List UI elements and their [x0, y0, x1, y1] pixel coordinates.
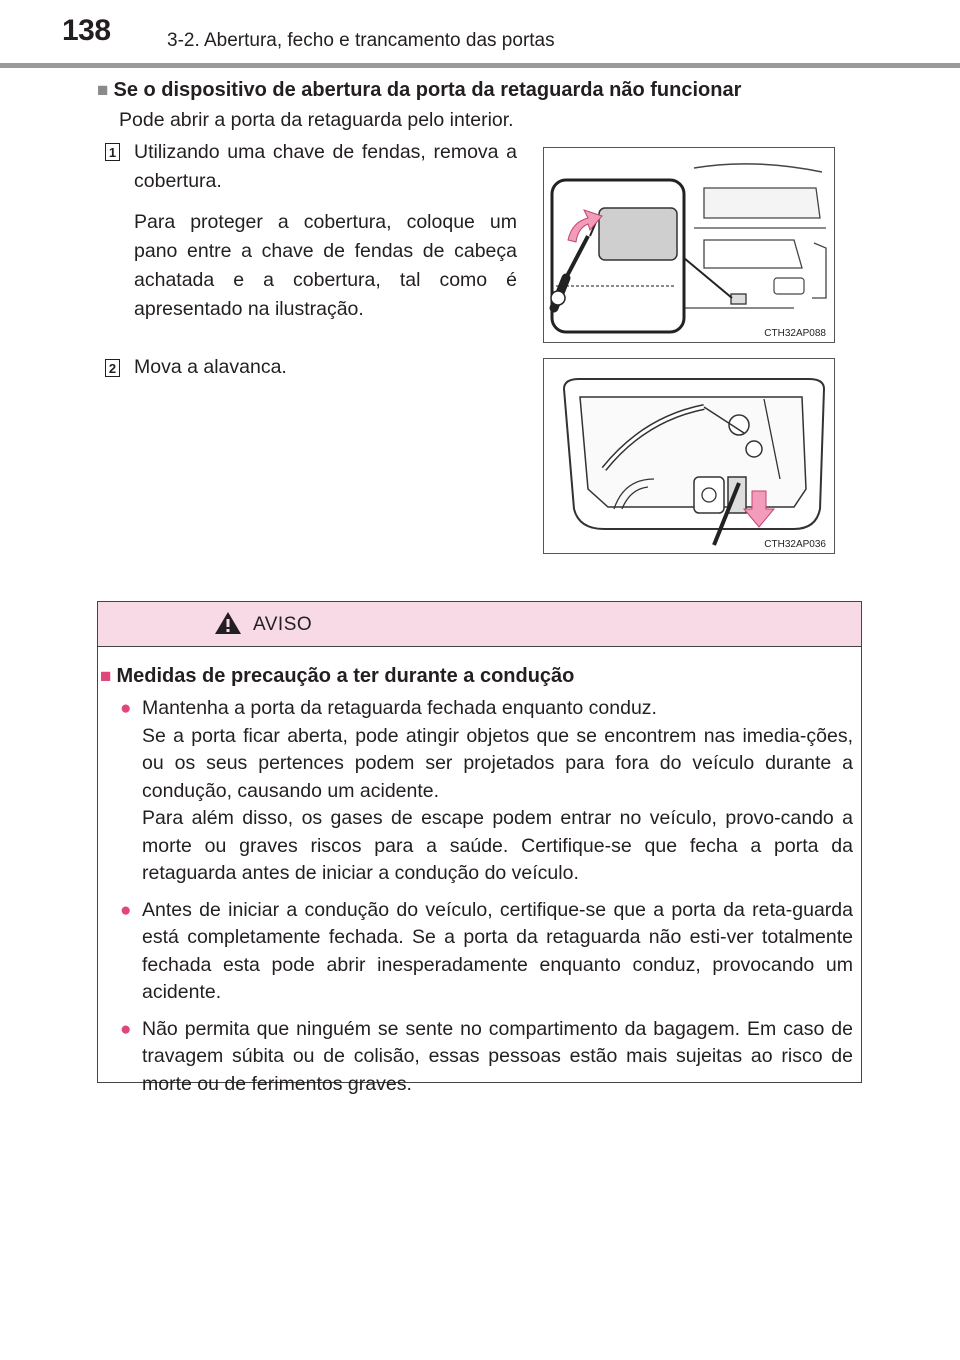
bullet-dot-icon: ● [120, 899, 132, 921]
chapter-title: 3-2. Abertura, fecho e trancamento das portas [167, 30, 555, 51]
figure-code: CTH32AP088 [764, 328, 826, 339]
lever-illustration [544, 359, 835, 554]
section-heading [97, 79, 741, 102]
step-2-text [134, 353, 517, 394]
warning-icon [214, 610, 242, 636]
step-2-badge: 2 [105, 359, 120, 377]
warning-bullet-list [120, 695, 853, 1107]
square-bullet-icon: ■ [100, 666, 112, 687]
warning-heading [98, 665, 574, 688]
section-heading-text: Se o dispositivo de abertura da porta da retaguarda não funcionar [113, 79, 742, 101]
figure-move-lever [543, 358, 835, 554]
bullet-dot-icon: ● [120, 698, 132, 719]
warning-box [97, 601, 862, 1095]
warning-heading-text: Medidas de precaução a ter durante a condução [116, 665, 575, 687]
warning-bullet [120, 1016, 853, 1099]
step-1-paragraph: Utilizando uma chave de fendas, remova a cobertura. [134, 141, 517, 192]
bullet-line: Não permita que ninguém se sente no compartimento da bagagem. Em caso de travagem súbita ou de colisão, essas pessoas estão mais sujeitas ao risco de morte ou de ferimentos graves. [142, 1017, 853, 1095]
bullet-line: Antes de iniciar a condução do veículo, certifique-se que a porta da reta-guarda está completamente fechada. Se a porta da retaguarda não esti-ver totalmente fechada esta pode abrir inesperadamente enquanto conduz, provocando um acidente. [142, 898, 853, 1003]
bullet-line: Mantenha a porta da retaguarda fechada enquanto conduz. [142, 697, 657, 719]
square-bullet-icon: ■ [97, 80, 109, 101]
step-1-badge: 1 [105, 143, 120, 161]
figure-remove-cover [543, 147, 835, 343]
section-intro: Pode abrir a porta da retaguarda pelo interior. [119, 109, 514, 131]
warning-title: AVISO [253, 614, 313, 635]
warning-bullet [120, 897, 853, 1007]
bullet-line: Para além disso, os gases de escape podem entrar no veículo, provo-cando a morte ou graves riscos para a saúde. Certifique-se que fecha a porta da retaguarda antes de iniciar a condução do veículo. [142, 807, 853, 884]
warning-bullet [120, 695, 853, 888]
step-1-text [134, 138, 517, 336]
tailgate-illustration [544, 148, 835, 343]
page-number: 138 [62, 14, 111, 47]
warning-header [98, 602, 861, 647]
bullet-line: Se a porta ficar aberta, pode atingir objetos que se encontrem nas imedia-ções, ou os seus pertences podem ser projetados para fora do veículo durante a condução, causando um acidente. [142, 724, 853, 802]
step-1-note: Para proteger a cobertura, coloque um pano entre a chave de fendas de cabeça achatada e a cobertura, tal como é apresentado na ilustração. [134, 211, 517, 320]
bullet-dot-icon: ● [120, 1018, 132, 1040]
header-rule [0, 63, 960, 68]
step-2-paragraph: Mova a alavanca. [134, 356, 287, 378]
figure-code: CTH32AP036 [764, 539, 826, 550]
